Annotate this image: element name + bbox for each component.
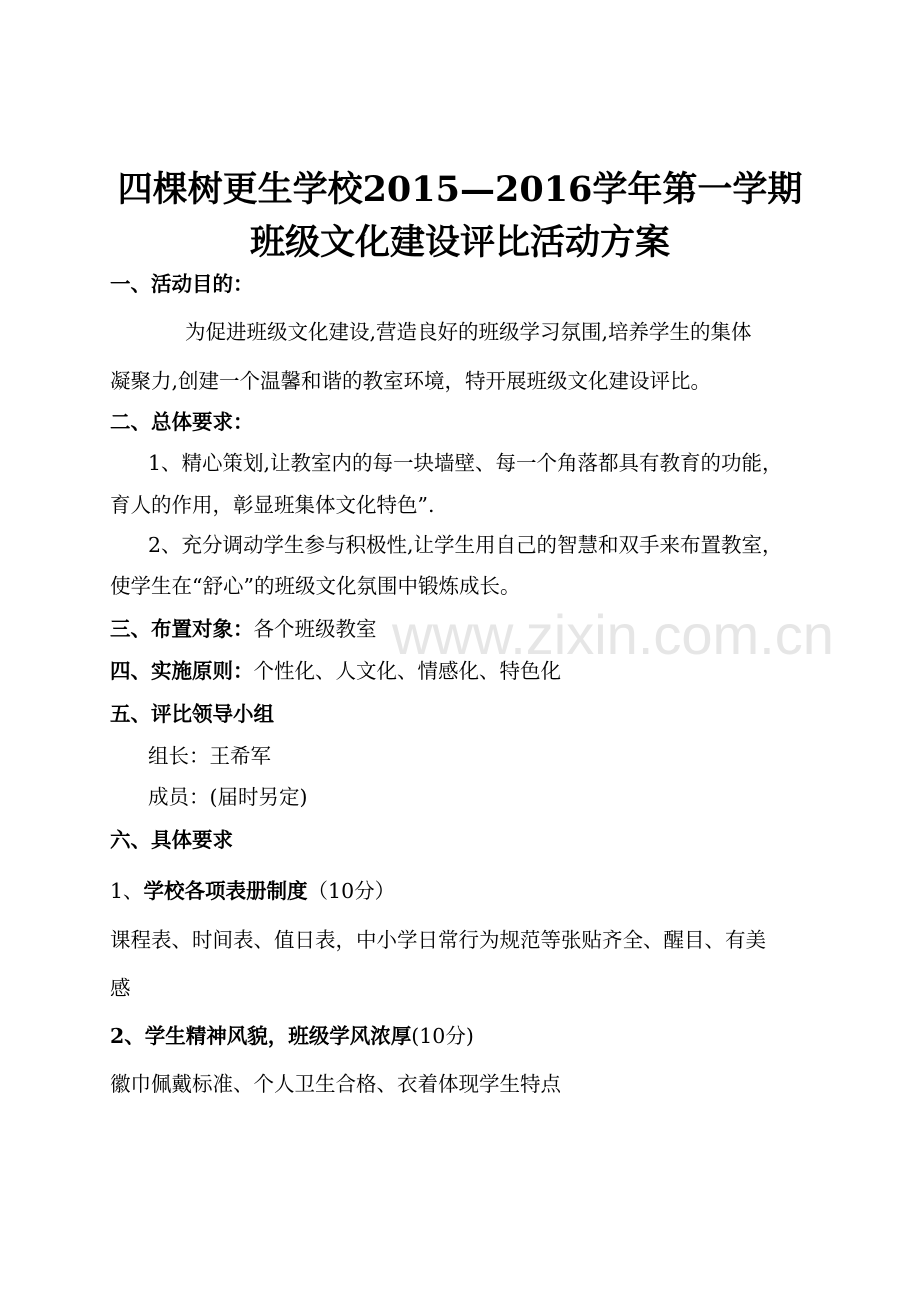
- section-6-heading: 六、具体要求: [110, 828, 233, 852]
- section-2-heading: 二、总体要求：: [110, 410, 254, 434]
- section-4-heading: 四、实施原则：: [110, 659, 254, 683]
- group-leader: 组长：王希军: [148, 744, 271, 768]
- section-4-text: 个性化、人文化、情感化、特色化: [253, 659, 561, 683]
- requirement-1-text-line-1: 课程表、时间表、值日表，中小学日常行为规范等张贴齐全、醒目、有美: [110, 928, 766, 952]
- requirement-1-text-line-2: 感: [110, 976, 131, 1000]
- requirement-1-title: 学校各项表册制度: [143, 879, 308, 903]
- watermark: www.zixin.com.cn: [392, 603, 834, 666]
- requirement-1-score: （10分）: [307, 879, 396, 903]
- section-1-paragraph-line-1: 为促进班级文化建设,营造良好的班级学习氛围,培养学生的集体: [185, 320, 752, 344]
- requirement-2-heading: [110, 1021, 474, 1051]
- section-5-heading: 五、评比领导小组: [110, 702, 274, 726]
- requirement-2-text-line-1: 徽巾佩戴标准、个人卫生合格、衣着体现学生特点: [110, 1072, 561, 1096]
- requirement-2-score: (10分): [411, 1024, 474, 1048]
- group-members: 成员：(届时另定): [148, 785, 308, 809]
- requirement-2-title: 2、学生精神风貌，班级学风浓厚: [110, 1024, 412, 1048]
- section-2-item-2-line-2: 使学生在“舒心”的班级文化氛围中锻炼成长。: [110, 574, 521, 598]
- section-3-text: 各个班级教室: [253, 617, 377, 641]
- title-line-2: 班级文化建设评比活动方案: [249, 222, 670, 263]
- section-3-heading: 三、布置对象：: [110, 617, 254, 641]
- section-2-item-1-line-1: 1、精心策划,让教室内的每一块墙壁、每一个角落都具有教育的功能，: [148, 451, 783, 475]
- title-line-1: 四棵树更生学校2015—2016学年第一学期: [117, 169, 803, 210]
- section-1-paragraph-line-2: 凝聚力,创建一个温馨和谐的教室环境，特开展班级文化建设评比。: [110, 369, 712, 393]
- requirement-1-number: 1、: [110, 879, 144, 903]
- section-2-item-2-line-1: 2、充分调动学生参与积极性,让学生用自己的智慧和双手来布置教室，: [148, 533, 783, 557]
- section-3: [110, 614, 377, 644]
- requirement-1-heading: [110, 876, 395, 906]
- section-4: [110, 656, 561, 686]
- section-1-heading: 一、活动目的：: [110, 272, 254, 296]
- section-2-item-1-line-2: 育人的作用，彰显班集体文化特色”.: [110, 493, 435, 517]
